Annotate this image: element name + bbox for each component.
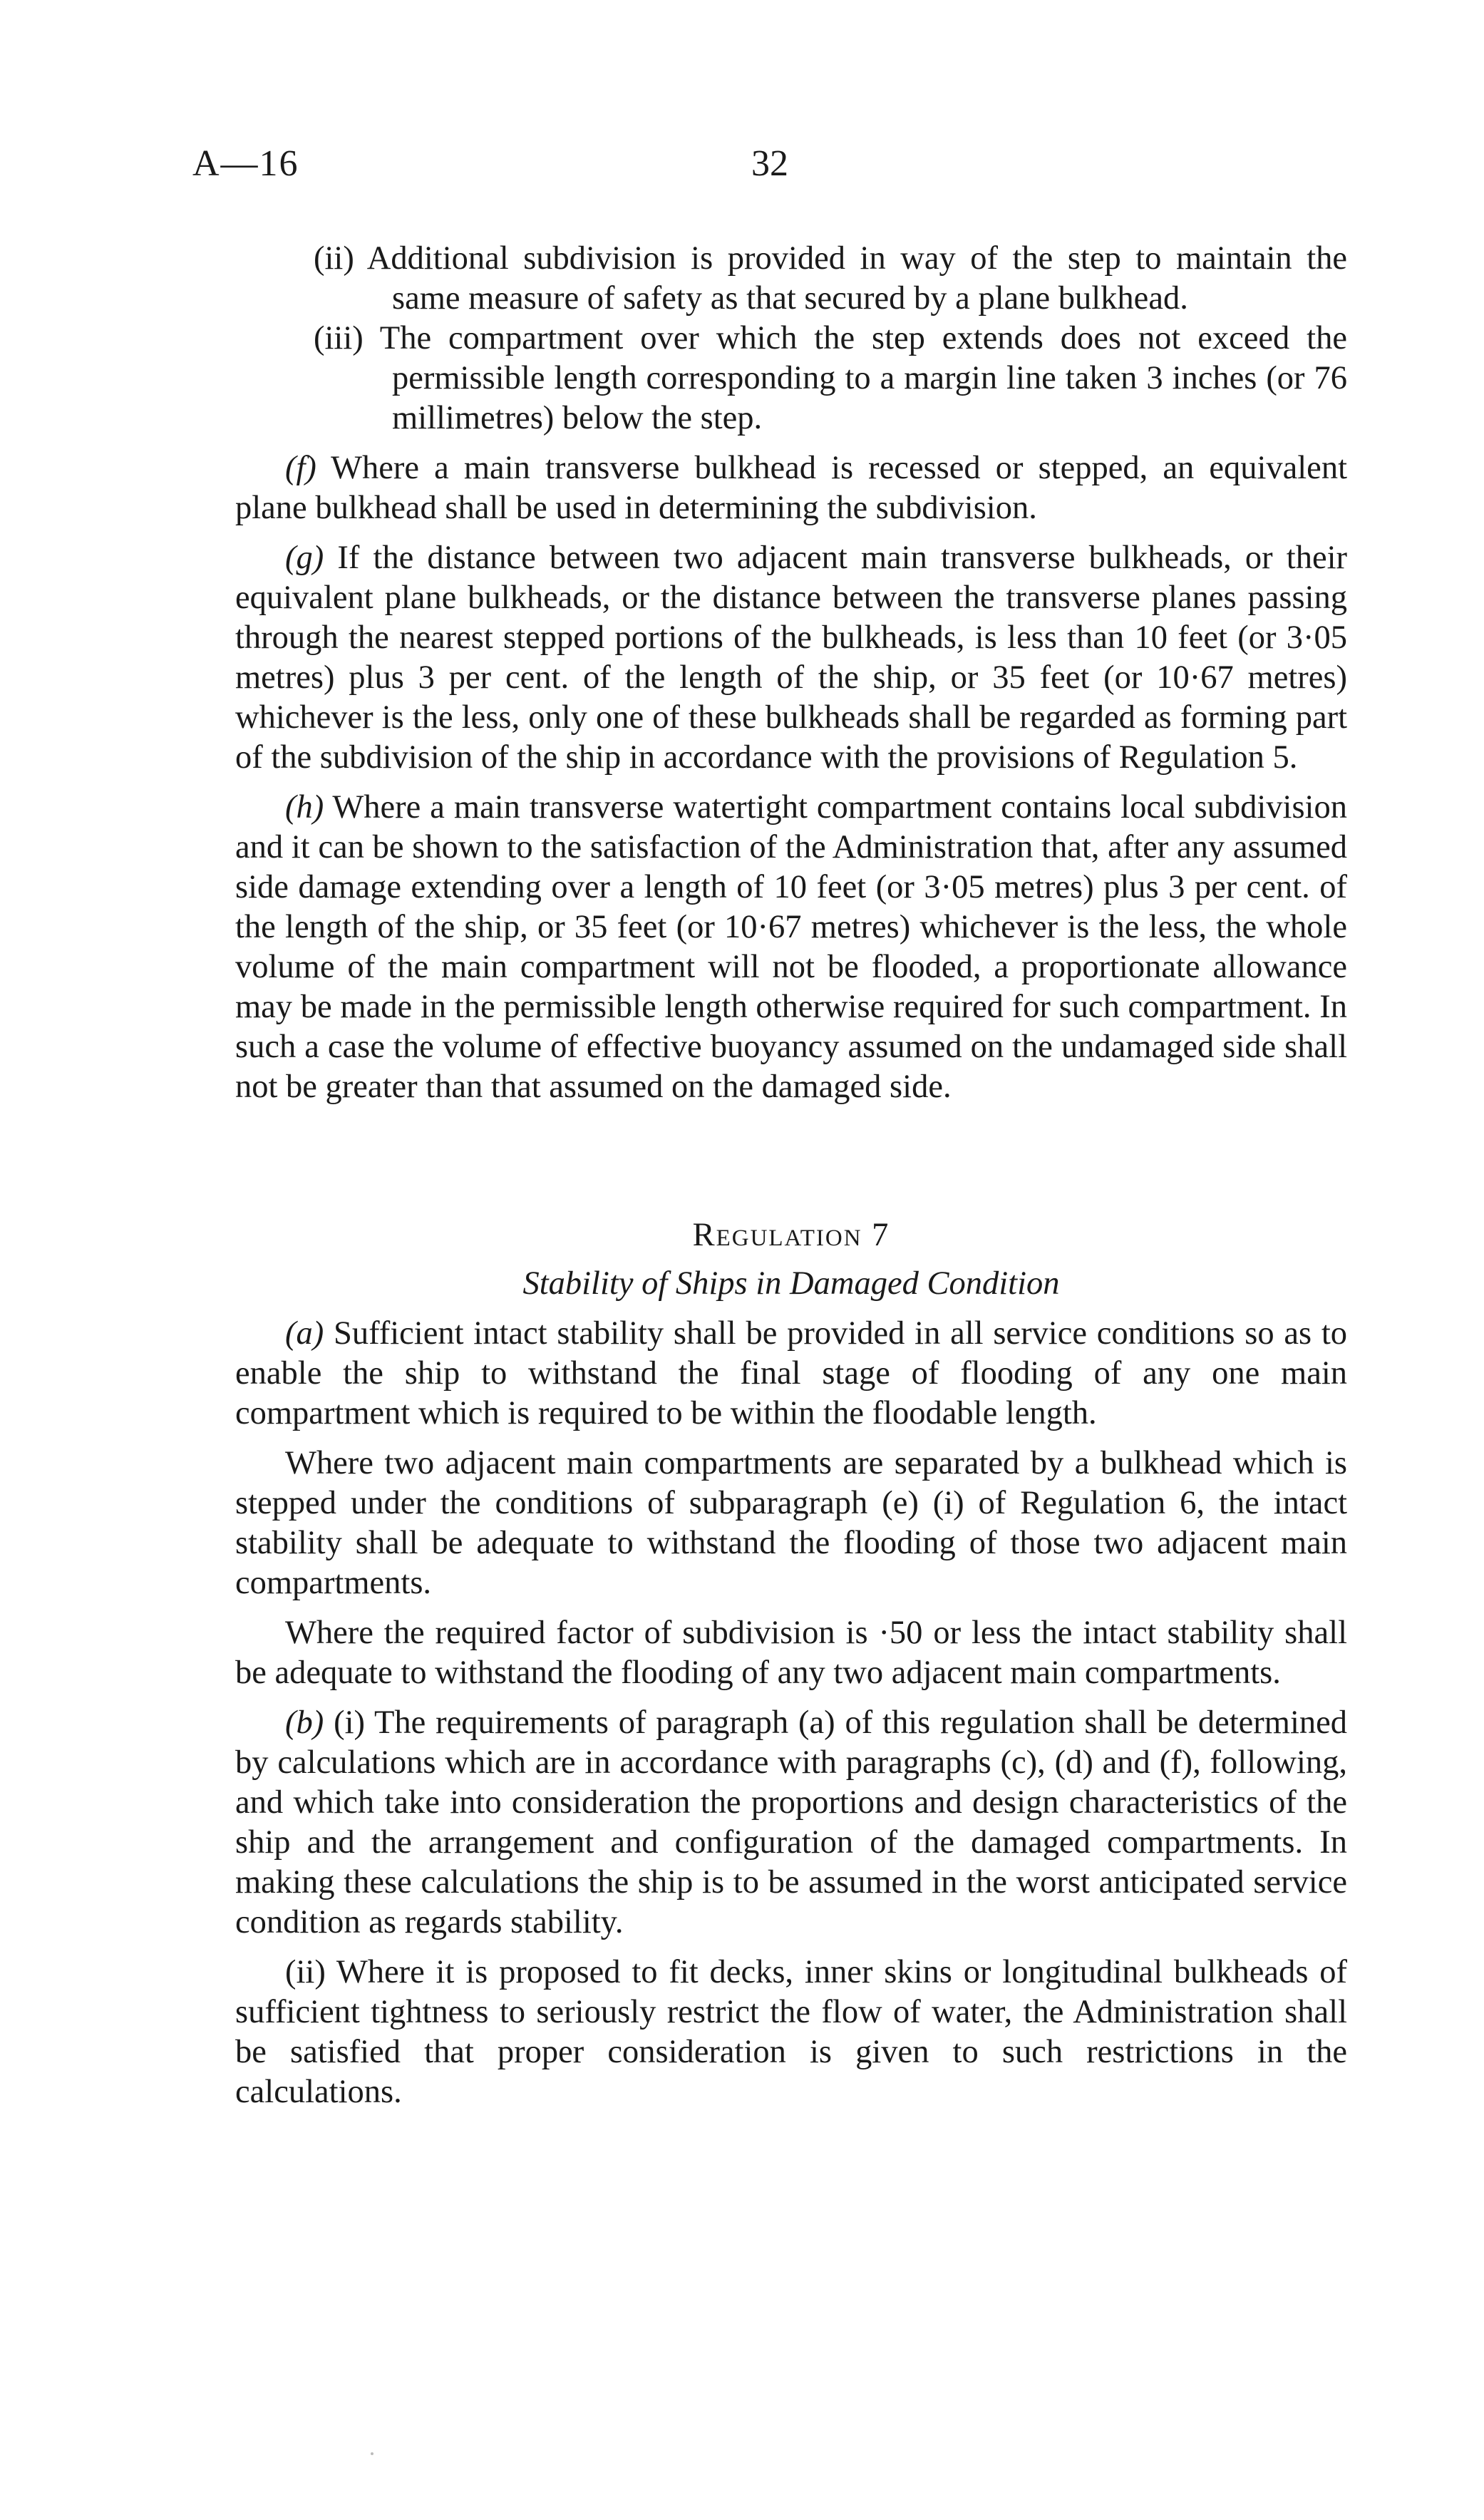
regulation-title: Regulation 7 xyxy=(692,1217,890,1253)
paragraph-a3: Where the required factor of subdivision is ·50 or less the intact stability shall be adequate to withstand the flooding of any two adjacent main compartments. xyxy=(235,1615,1347,1691)
paragraph-a-text: Sufficient intact stability shall be provided in all service conditions so as to enable the ship to withstand the final stage of flooding of any one main compartment which is required to be within the floodable length. xyxy=(235,1315,1348,1431)
paragraph-a2: Where two adjacent main compartments are separated by a bulkhead which is stepped under the conditions of subparagraph (e) (i) of Regulation 6, the intact stability shall be adequate to withstand the flooding of those two adjacent main compartments. xyxy=(235,1445,1347,1601)
paragraph-g-mark: (g) xyxy=(285,540,324,576)
page-body xyxy=(235,239,1347,2112)
paragraph-a xyxy=(235,1314,1347,1434)
paragraph-h-mark: (h) xyxy=(285,789,324,826)
paragraph-b-sub: (i) xyxy=(334,1704,365,1741)
paragraph-b-ii xyxy=(235,1953,1347,2112)
item-iii xyxy=(235,319,1347,438)
paragraph-a-mark: (a) xyxy=(285,1315,324,1352)
page-number: 32 xyxy=(751,143,788,184)
item-ii xyxy=(235,239,1347,319)
document-code: A—16 xyxy=(192,143,299,184)
paragraph-g-text: If the distance between two adjacent main transverse bulkheads, or their equivalent plane bulkheads, or the distance between the transverse planes passing through the nearest stepped portions of the bulkheads, is less than 10 feet (or 3·05 metres) plus 3 per cent. of the length of the ship, or 35 feet (or 10·67 metres) whichever is the less, only one of these bulkheads shall be regarded as forming part of the subdivision of the ship in accordance with the provisions of Regulation 5. xyxy=(235,540,1348,776)
paragraph-b-ii-text: Where it is proposed to fit decks, inner skins or longitudinal bulkheads of sufficient tightness to seriously restrict the flow of water, the Administration shall be satisfied that proper consideration is given to such restrictions in the calculations. xyxy=(235,1954,1347,2110)
scan-speck xyxy=(371,2452,373,2455)
paragraph-b xyxy=(235,1703,1347,1943)
paragraph-f-text: Where a main transverse bulkhead is recessed or stepped, an equivalent plane bulkhead shall be used in determining the subdivision. xyxy=(235,450,1347,526)
item-ii-text: Additional subdivision is provided in way of the step to maintain the same measure of safety as that secured by a plane bulkhead. xyxy=(366,240,1348,317)
regulation-subtitle: Stability of Ships in Damaged Condition xyxy=(522,1265,1060,1302)
item-ii-mark: (ii) xyxy=(314,240,354,277)
paragraph-b-mark: (b) xyxy=(285,1704,324,1741)
page-header xyxy=(192,143,1347,200)
paragraph-b-text: The requirements of paragraph (a) of this regulation shall be determined by calculations which are in accordance with paragraphs (c), (d) and (f), following, and which take into consideration the proportions and design characteristics of the ship and the arrangement and configuration of the damaged compartments. In making these calculations the ship is to be assumed in the worst anticipated service condition as regards stability. xyxy=(235,1704,1347,1940)
paragraph-h-text: Where a main transverse watertight compartment contains local subdivision and it can be shown to the satisfaction of the Administration that, after any assumed side damage extending over a length of 10 feet (or 3·05 metres) plus 3 per cent. of the length of the ship, or 35 feet (or 10·67 metres) whichever is the less, the whole volume of the main compartment will not be flooded, a proportionate allowance may be made in the permissible length otherwise required for such compartment. In such a case the volume of effective buoyancy assumed on the undamaged side shall not be greater than that assumed on the damaged side. xyxy=(235,789,1347,1105)
paragraph-g xyxy=(235,538,1347,778)
paragraph-b-ii-mark: (ii) xyxy=(285,1954,326,1990)
paragraph-f-mark: (f) xyxy=(285,450,316,486)
section-gap xyxy=(235,1107,1347,1215)
paragraph-f xyxy=(235,448,1347,528)
item-iii-mark: (iii) xyxy=(314,320,364,356)
paragraph-h xyxy=(235,788,1347,1107)
item-iii-text: The compartment over which the step extends does not exceed the permissible length corresponding to a margin line taken 3 inches (or 76 millimetres) below the step. xyxy=(379,320,1347,436)
